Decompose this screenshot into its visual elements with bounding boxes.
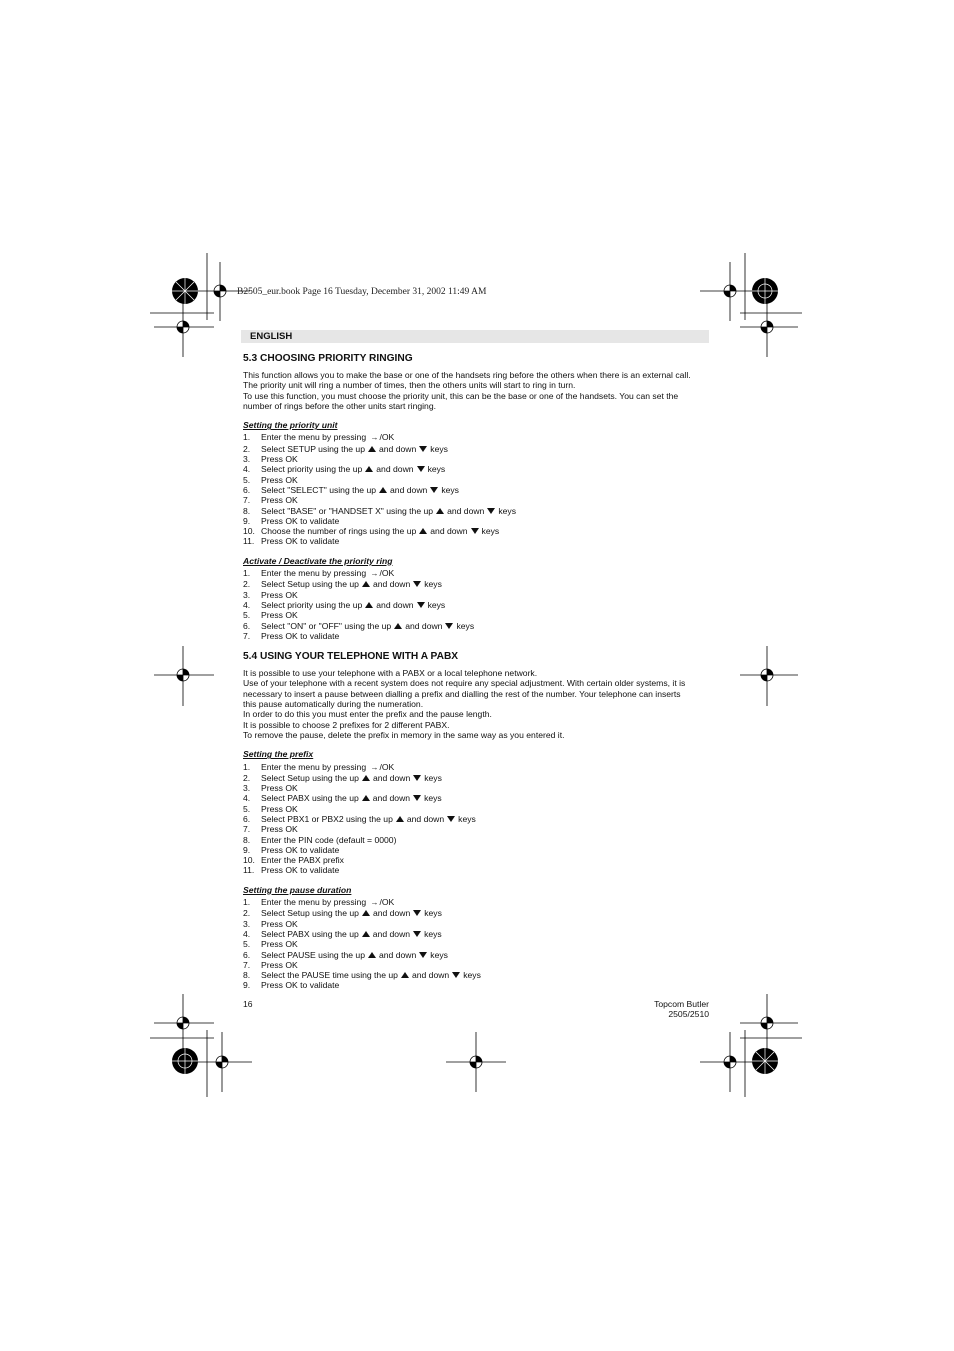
step-number: 8. [243,505,251,516]
step-text: Select PABX using the up [261,928,359,939]
step-text: Press OK [261,783,298,794]
list-item [243,610,709,620]
list-item [243,444,709,454]
list-item [243,783,709,793]
section-5-3-title: 5.3 CHOOSING PRIORITY RINGING [243,353,413,364]
step-text: Choose the number of rings using the up [261,526,417,537]
step-number: 6. [243,813,251,824]
list-item [243,970,709,980]
step-number: 9. [243,844,251,855]
list-item [243,845,709,855]
step-text: /OK [379,568,395,579]
list-item [243,475,709,485]
step-text: and down [372,928,411,939]
up-arrow-icon [365,466,373,472]
step-text: and down [372,793,411,804]
step-text: Select "SELECT" using the up [261,484,377,495]
up-arrow-icon [436,508,444,514]
subhead-pause: Setting the pause duration [243,884,352,895]
menu-arrow-icon: → [370,898,379,908]
step-text: and down [376,464,414,475]
list-item [243,980,709,990]
up-arrow-icon [362,795,370,801]
step-number: 3. [243,589,251,600]
step-number: 2. [243,772,251,783]
list-item [243,600,709,610]
page-number: 16 [243,999,253,1009]
list-item [243,454,709,464]
list-item [243,516,709,526]
steps-pause [243,897,709,991]
down-arrow-icon [419,446,427,452]
step-text: keys [430,949,448,960]
step-text: Press OK to validate [261,865,340,876]
step-text: /OK [379,897,395,908]
step-text: Select Setup using the up [261,908,359,919]
step-text: Select Setup using the up [261,772,359,783]
down-arrow-icon [413,775,421,781]
menu-arrow-icon: → [370,762,379,772]
step-text: and down [378,443,417,454]
step-text: and down [378,949,417,960]
down-arrow-icon [487,508,495,514]
subhead-priority-ring: Activate / Deactivate the priority ring [243,555,393,566]
list-item [243,908,709,918]
step-text: Select PABX using the up [261,793,359,804]
list-item [243,590,709,600]
list-item [243,919,709,929]
steps-priority-unit [243,432,709,546]
step-text: Enter the menu by pressing [261,568,367,579]
steps-prefix [243,762,709,876]
step-text: Press OK [261,610,298,621]
step-number: 6. [243,484,251,495]
list-item [243,568,709,579]
step-text: Select PBX1 or PBX2 using the up [261,813,393,824]
menu-arrow-icon: → [370,433,379,443]
down-arrow-icon [413,581,421,587]
step-text: Enter the menu by pressing [261,761,367,772]
list-item [243,865,709,875]
step-number: 4. [243,793,251,804]
list-item [243,485,709,495]
step-number: 1. [243,761,251,772]
step-text: Select "ON" or "OFF" using the up [261,620,392,631]
subhead-priority-unit: Setting the priority unit [243,420,338,431]
step-text: Enter the menu by pressing [261,897,367,908]
list-item [243,536,709,546]
list-item [243,506,709,516]
step-number: 2. [243,908,251,919]
step-number: 3. [243,918,251,929]
step-text: Press OK to validate [261,980,340,991]
list-item [243,929,709,939]
step-number: 7. [243,630,251,641]
step-text: keys [427,599,446,610]
step-number: 11. [243,865,255,876]
step-number: 1. [243,568,251,579]
step-number: 5. [243,803,251,814]
step-text: keys [441,484,459,495]
step-text: Press OK to validate [261,536,340,547]
step-number: 9. [243,515,251,526]
intro-line: The priority unit will ring a number of times, then the others units will start to ring in turn. [243,380,576,391]
step-text: keys [430,443,448,454]
intro-line: It is possible to choose 2 prefixes for 2 different PABX. [243,719,450,730]
step-text: Press OK [261,959,298,970]
list-item [243,579,709,589]
step-number: 10. [243,855,255,866]
step-text: Enter the PIN code (default = 0000) [261,834,397,845]
list-item [243,855,709,865]
up-arrow-icon [368,952,376,958]
intro-line: In order to do this you must enter the prefix and the pause length. [243,709,492,720]
page-content [243,330,709,991]
step-text: and down [372,579,411,590]
step-text: and down [372,772,411,783]
step-text: keys [456,620,475,631]
step-text: and down [376,599,414,610]
step-number: 8. [243,834,251,845]
step-number: 7. [243,495,251,506]
steps-priority-ring [243,568,709,641]
subhead-prefix: Setting the prefix [243,749,314,760]
list-item [243,495,709,505]
step-text: keys [481,526,500,537]
section-5-4-intro [243,668,709,740]
up-arrow-icon [362,775,370,781]
print-header-line: B2505_eur.book Page 16 Tuesday, December 31, 2002 11:49 AM [237,287,487,297]
intro-line: To remove the pause, delete the prefix in memory in the same way as you entered it. [243,729,565,740]
step-text: Select the PAUSE time using the up [261,970,398,981]
step-text: keys [424,772,442,783]
step-number: 4. [243,928,251,939]
list-item [243,762,709,773]
step-text: and down [406,813,445,824]
list-item [243,939,709,949]
step-number: 7. [243,824,251,835]
list-item [243,631,709,641]
list-item [243,621,709,631]
list-item [243,804,709,814]
step-text: and down [390,484,428,495]
step-text: keys [458,813,476,824]
footer-product: Topcom Butler 2505/2510 [654,999,709,1019]
step-number: 5. [243,474,251,485]
step-text: and down [372,908,411,919]
step-text: Select PAUSE using the up [261,949,365,960]
step-text: Press OK [261,939,298,950]
section-5-3-intro [243,370,709,411]
step-text: Select "BASE" or "HANDSET X" using the up [261,505,434,516]
section-5-4-title: 5.4 USING YOUR TELEPHONE WITH A PABX [243,651,459,663]
menu-arrow-icon: → [370,569,379,579]
step-text: keys [498,505,517,516]
step-number: 6. [243,620,251,631]
step-number: 6. [243,949,251,960]
up-arrow-icon [362,910,370,916]
step-number: 9. [243,980,251,991]
step-text: and down [430,526,468,537]
list-item [243,824,709,834]
step-text: /OK [379,761,395,772]
list-item [243,897,709,908]
step-number: 2. [243,579,251,590]
step-number: 4. [243,464,251,475]
list-item [243,464,709,474]
down-arrow-icon [413,795,421,801]
step-text: /OK [379,432,395,443]
step-text: and down [405,620,443,631]
down-arrow-icon [445,623,453,629]
intro-line: number of rings before the other units start ringing. [243,400,436,411]
step-text: keys [424,579,442,590]
step-text: Press OK [261,495,298,506]
step-text: Press OK [261,918,298,929]
up-arrow-icon [419,528,427,534]
up-arrow-icon [368,446,376,452]
step-text: keys [424,908,442,919]
intro-line: This function allows you to make the base or one of the handsets ring before the others when there is an external call. [243,370,691,380]
down-arrow-icon [430,487,438,493]
list-item [243,950,709,960]
step-number: 3. [243,783,251,794]
list-item [243,773,709,783]
list-item [243,526,709,536]
step-number: 2. [243,443,251,454]
step-number: 5. [243,939,251,950]
down-arrow-icon [413,910,421,916]
step-text: Select Setup using the up [261,579,359,590]
step-text: Press OK to validate [261,515,340,526]
step-number: 8. [243,970,251,981]
step-text: Press OK to validate [261,844,340,855]
step-text: keys [424,793,442,804]
down-arrow-icon [419,952,427,958]
step-number: 11. [243,536,255,547]
up-arrow-icon [394,623,402,629]
list-item [243,960,709,970]
list-item [243,835,709,845]
down-arrow-icon [417,466,425,472]
step-text: Enter the PABX prefix [261,855,344,866]
step-text: keys [427,464,446,475]
step-text: and down [447,505,485,516]
up-arrow-icon [379,487,387,493]
intro-line: necessary to insert a pause between dialling a prefix and dialling the rest of the number. Your telephone can inserts [243,688,681,699]
step-text: Select priority using the up [261,599,363,610]
step-text: and down [411,970,450,981]
up-arrow-icon [365,602,373,608]
up-arrow-icon [401,972,409,978]
down-arrow-icon [417,602,425,608]
list-item [243,432,709,443]
list-item [243,814,709,824]
down-arrow-icon [447,816,455,822]
step-number: 3. [243,454,251,465]
step-number: 4. [243,599,251,610]
intro-line: Use of your telephone with a recent system does not require any special adjustment. With certain older systems, it is [243,678,686,689]
up-arrow-icon [396,816,404,822]
step-text: Select priority using the up [261,464,363,475]
step-text: Press OK [261,824,298,835]
step-number: 1. [243,897,251,908]
intro-line: It is possible to use your telephone with a PABX or a local telephone network. [243,668,538,679]
step-text: Press OK [261,589,298,600]
language-bar: ENGLISH [241,330,709,343]
step-number: 5. [243,610,251,621]
down-arrow-icon [471,528,479,534]
step-text: Press OK [261,454,298,465]
step-number: 7. [243,959,251,970]
down-arrow-icon [452,972,460,978]
step-number: 10. [243,526,255,537]
step-text: Press OK [261,803,298,814]
step-text: Press OK [261,474,298,485]
step-text: keys [424,928,442,939]
step-text: Enter the menu by pressing [261,432,367,443]
intro-line: this pause automatically during the numeration. [243,699,424,710]
intro-line: To use this function, you must choose the priority unit, this can be the base or one of the handsets. You can set the [243,390,679,401]
up-arrow-icon [362,931,370,937]
step-number: 1. [243,432,251,443]
step-text: Press OK to validate [261,630,340,641]
down-arrow-icon [413,931,421,937]
step-text: keys [463,970,481,981]
step-text: Select SETUP using the up [261,443,365,454]
list-item [243,793,709,803]
up-arrow-icon [362,581,370,587]
